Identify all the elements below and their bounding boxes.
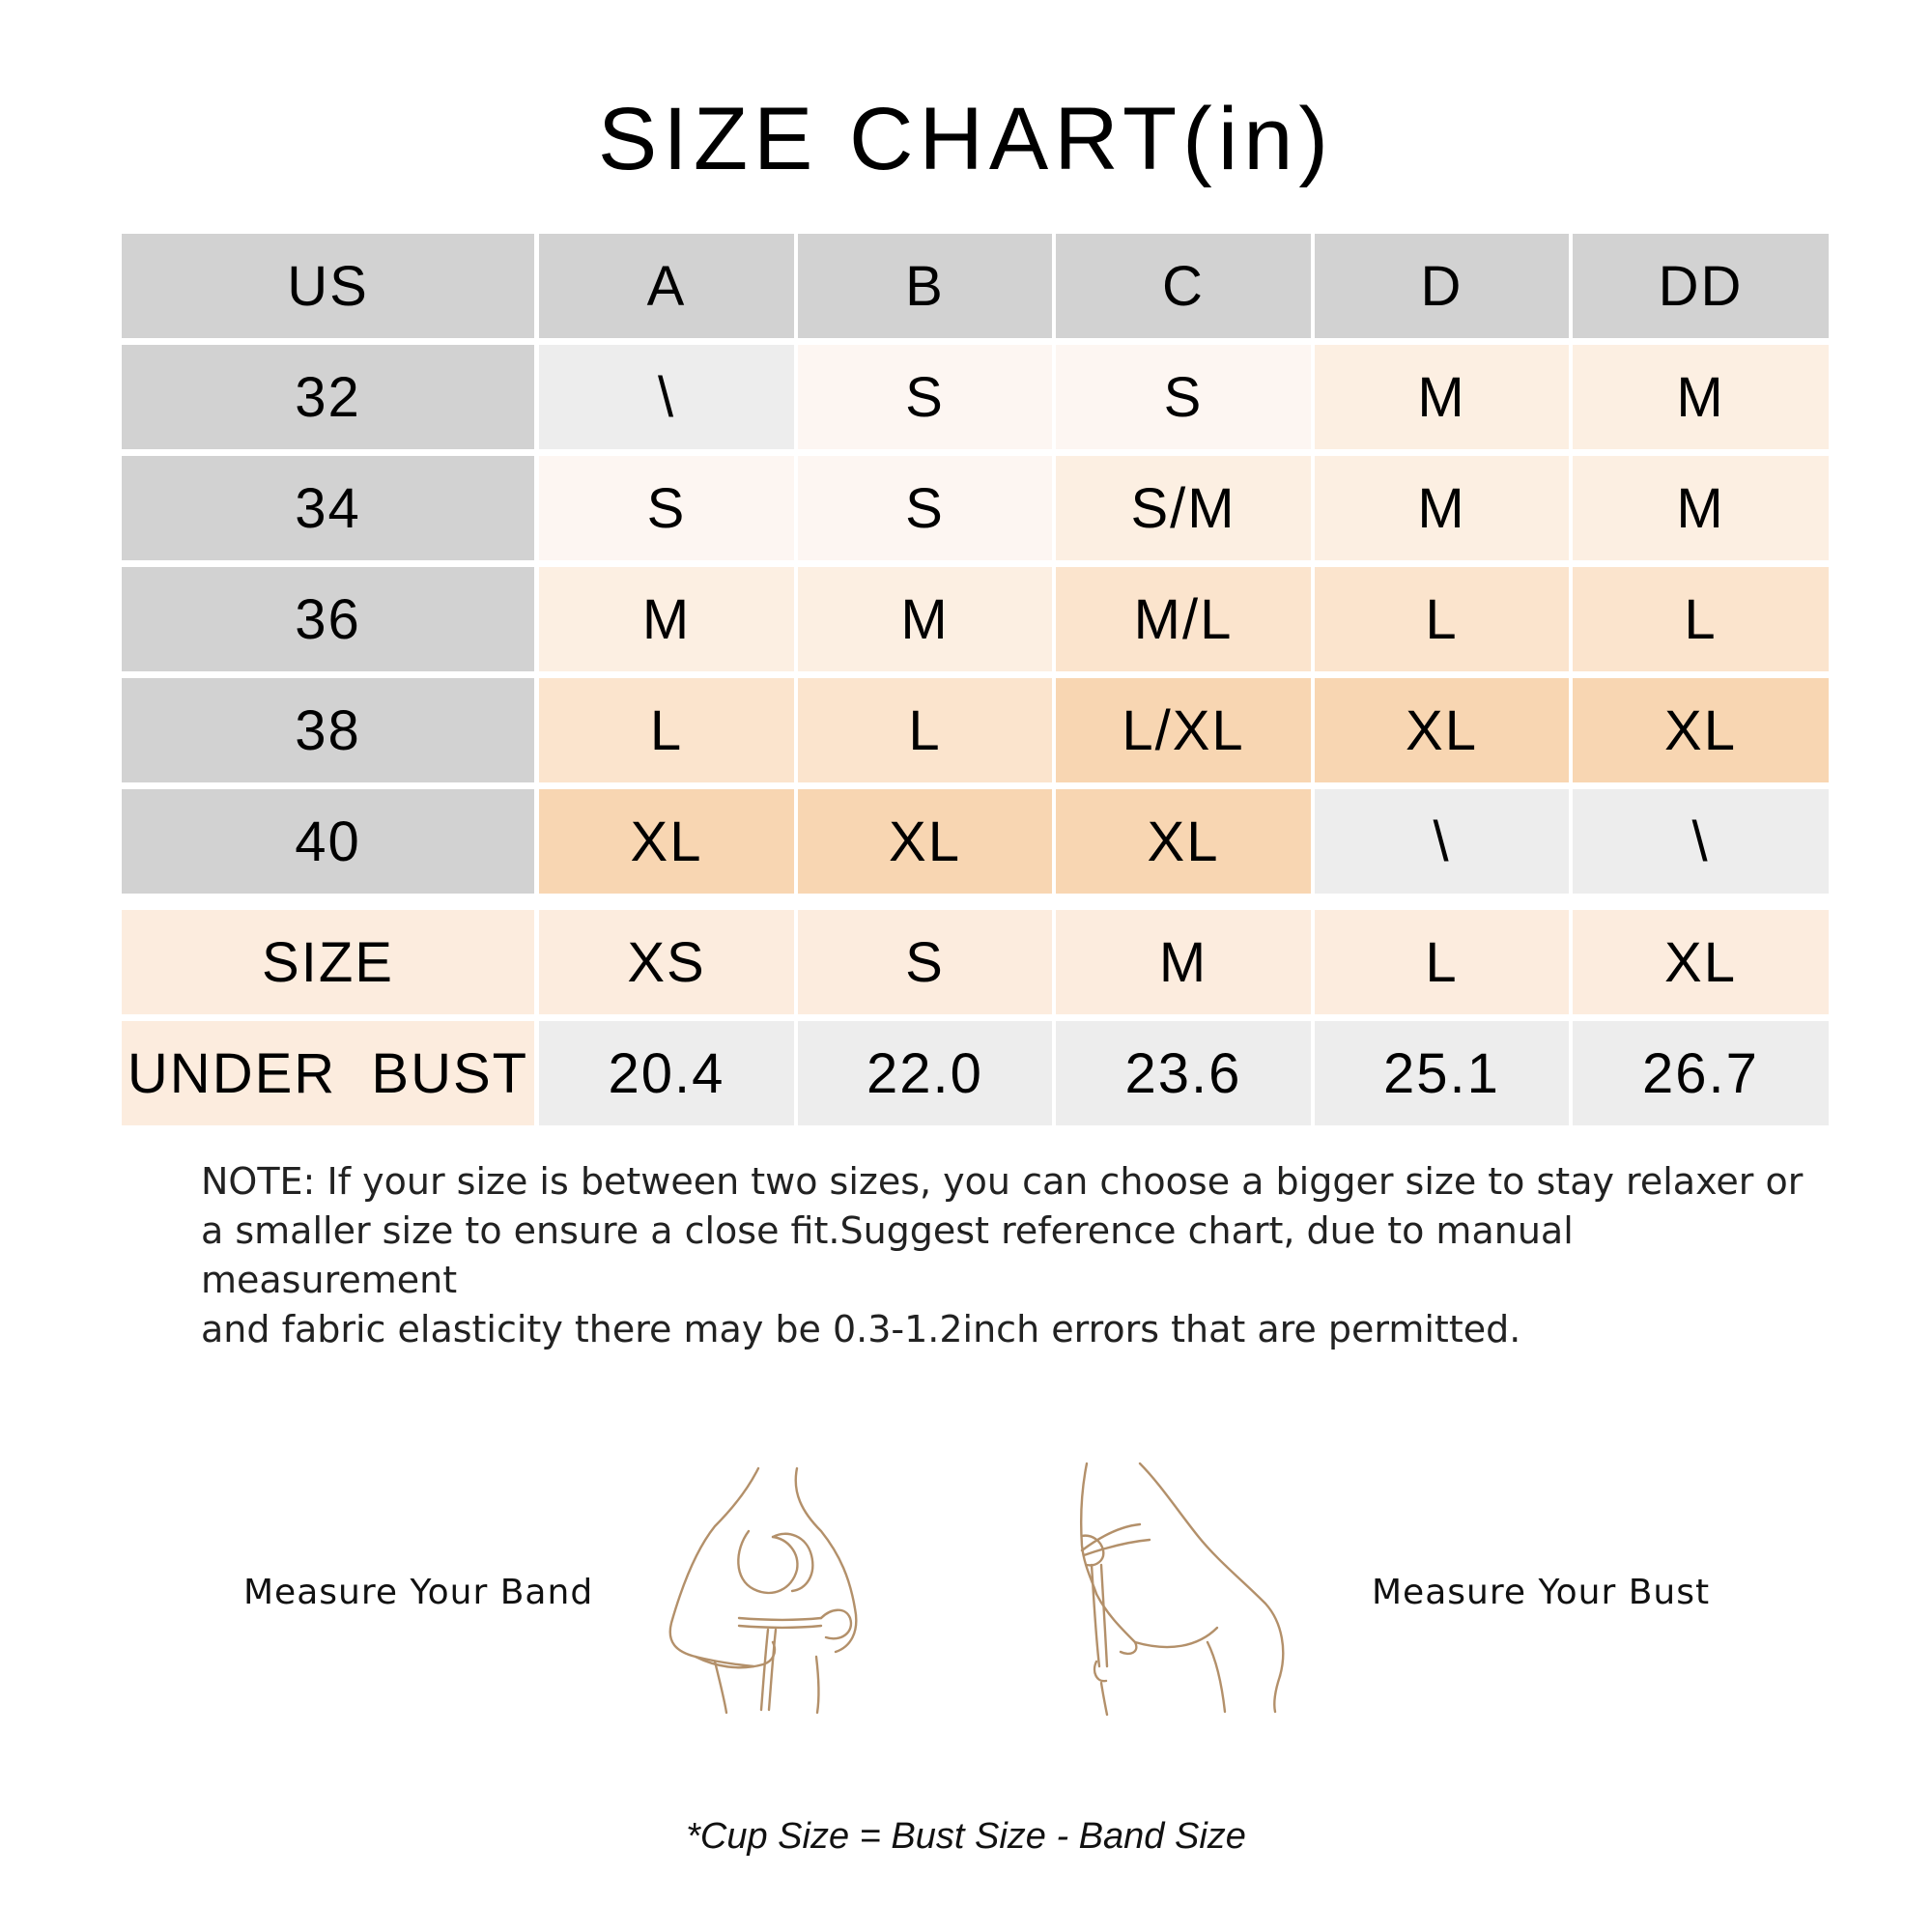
size-cell: S bbox=[1056, 345, 1311, 449]
size-cell: XL bbox=[539, 789, 794, 894]
size-cell: M bbox=[798, 567, 1052, 671]
under-bust-value: 26.7 bbox=[1573, 1021, 1829, 1125]
header-cup-dd: DD bbox=[1573, 234, 1829, 338]
size-row-label: SIZE bbox=[122, 910, 534, 1014]
under-bust-value: 22.0 bbox=[798, 1021, 1052, 1125]
cup-size-formula: *Cup Size = Bust Size - Band Size bbox=[686, 1816, 1246, 1857]
size-cell: M bbox=[1573, 345, 1829, 449]
note-line-3: and fabric elasticity there may be 0.3-1.2inch errors that are permitted. bbox=[201, 1308, 1521, 1350]
size-cell: M bbox=[1573, 456, 1829, 560]
note-text bbox=[201, 1157, 1824, 1354]
under-bust-value: 20.4 bbox=[539, 1021, 794, 1125]
size-row-cell: XS bbox=[539, 910, 794, 1014]
chart-title: SIZE CHART(in) bbox=[597, 90, 1335, 188]
size-cell: M bbox=[539, 567, 794, 671]
under-bust-value: 23.6 bbox=[1056, 1021, 1311, 1125]
band-size-cell: 38 bbox=[122, 678, 534, 782]
bust-measurement-icon bbox=[1063, 1459, 1304, 1719]
size-cell: XL bbox=[1573, 678, 1829, 782]
size-cell: \ bbox=[539, 345, 794, 449]
note-line-1: If your size is between two sizes, you can choose a bigger size to stay relaxer or bbox=[315, 1160, 1804, 1203]
size-cell: L bbox=[1315, 567, 1569, 671]
size-cell: L bbox=[1573, 567, 1829, 671]
size-row-cell: M bbox=[1056, 910, 1311, 1014]
band-size-cell: 36 bbox=[122, 567, 534, 671]
size-cell: XL bbox=[1056, 789, 1311, 894]
size-cell: S bbox=[798, 345, 1052, 449]
size-cell: XL bbox=[1315, 678, 1569, 782]
size-cell: S bbox=[798, 456, 1052, 560]
band-measurement-icon bbox=[657, 1463, 889, 1715]
header-cup-c: C bbox=[1056, 234, 1311, 338]
header-cup-a: A bbox=[539, 234, 794, 338]
size-cell: M/L bbox=[1056, 567, 1311, 671]
band-size-cell: 32 bbox=[122, 345, 534, 449]
size-row-cell: S bbox=[798, 910, 1052, 1014]
size-cell: S/M bbox=[1056, 456, 1311, 560]
header-us: US bbox=[122, 234, 534, 338]
header-cup-d: D bbox=[1315, 234, 1569, 338]
band-size-cell: 40 bbox=[122, 789, 534, 894]
size-cell: M bbox=[1315, 345, 1569, 449]
band-size-cell: 34 bbox=[122, 456, 534, 560]
size-cell: S bbox=[539, 456, 794, 560]
note-line-2: a smaller size to ensure a close fit.Suggest reference chart, due to manual measurement bbox=[201, 1209, 1574, 1301]
measure-bust-label: Measure Your Bust bbox=[1372, 1573, 1711, 1612]
size-row-cell: L bbox=[1315, 910, 1569, 1014]
note-prefix: NOTE: bbox=[201, 1160, 316, 1203]
under-bust-value: 25.1 bbox=[1315, 1021, 1569, 1125]
size-cell: L bbox=[539, 678, 794, 782]
size-cell: L/XL bbox=[1056, 678, 1311, 782]
size-cell: M bbox=[1315, 456, 1569, 560]
size-cell: XL bbox=[798, 789, 1052, 894]
size-row-cell: XL bbox=[1573, 910, 1829, 1014]
size-cell: L bbox=[798, 678, 1052, 782]
size-cell: \ bbox=[1315, 789, 1569, 894]
size-cell: \ bbox=[1573, 789, 1829, 894]
under-bust-label: UNDER BUST bbox=[122, 1021, 534, 1125]
measure-band-label: Measure Your Band bbox=[243, 1573, 594, 1612]
header-cup-b: B bbox=[798, 234, 1052, 338]
